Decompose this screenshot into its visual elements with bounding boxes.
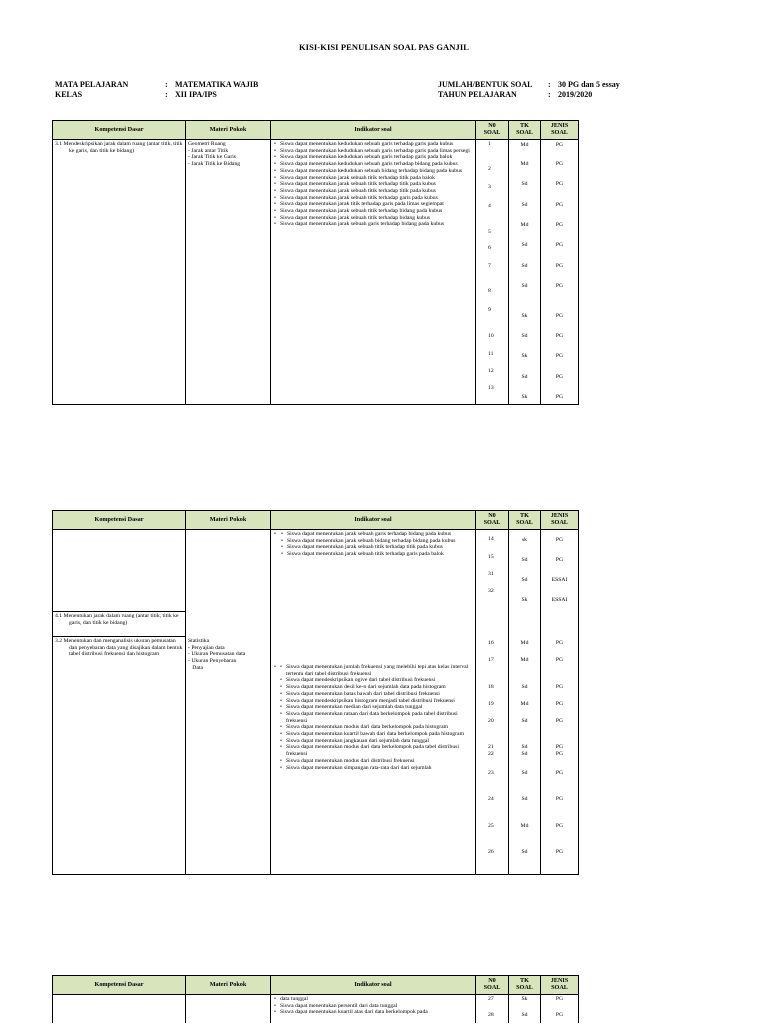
tk-soal: Sd bbox=[521, 202, 528, 208]
kd-cell bbox=[53, 530, 186, 875]
kd-text: 4.1 Menentukan jarak dalam ruang (antar titik, titik ke garis, dan titik ke bidang) bbox=[55, 613, 179, 626]
jumlah-value: 30 PG dan 5 essay bbox=[558, 80, 620, 89]
no-soal: 31 bbox=[488, 571, 494, 577]
indikator-item: • Siswa dapat menentukan modus dari distribusi frekuensi bbox=[279, 758, 473, 765]
no-soal: 19 bbox=[488, 701, 494, 707]
jenis-soal: PG bbox=[555, 142, 564, 148]
indikator-item: • • Siswa dapat menentukan jumlah frekuensi yang melebihi tepi atas kelas interval tertentu dari tabel distribusi frekuensi bbox=[279, 664, 473, 677]
kisi-table-2 bbox=[52, 510, 579, 875]
kelas-label: KELAS bbox=[55, 90, 83, 99]
header-tk-soal bbox=[509, 121, 541, 140]
indikator-block-b bbox=[273, 664, 473, 771]
no-soal: 25 bbox=[488, 823, 494, 829]
jenis-soal: PG bbox=[555, 263, 564, 269]
no-soal: 16 bbox=[488, 640, 494, 646]
header-jenis-soal bbox=[541, 976, 579, 995]
mata-pelajaran-label: MATA PELAJARAN bbox=[55, 80, 129, 89]
materi-line: - Ukuran Pemusatan data bbox=[188, 651, 246, 658]
header-tk-soal bbox=[509, 511, 541, 530]
header-no-line1: N0 bbox=[488, 122, 496, 130]
no-soal: 1 bbox=[488, 141, 491, 147]
indikator-item: • Siswa dapat menentukan modus dari data berkelompok pada tabel distribusi frekuensi bbox=[279, 744, 473, 757]
indikator-item: • Siswa dapat menentukan jarak sebuah titik terhadap titik pada balok bbox=[273, 175, 473, 182]
tk-soal: Sd bbox=[521, 283, 528, 289]
jumlah-label: JUMLAH/BENTUK SOAL bbox=[438, 80, 533, 89]
jenis-soal: PG bbox=[555, 996, 564, 1002]
materi-cell bbox=[186, 530, 271, 875]
jenis-soal: PG bbox=[555, 751, 564, 757]
no-soal: 22 bbox=[488, 751, 494, 757]
separator: : bbox=[548, 90, 551, 99]
header-materi-pokok: Materi Pokok bbox=[186, 976, 271, 995]
tk-soal: sk bbox=[521, 537, 528, 543]
indikator-item: • Siswa dapat menentukan kedudukan sebuah garis terhadap garis pada kubus bbox=[273, 141, 473, 148]
no-soal: 12 bbox=[488, 368, 494, 374]
header-kompetensi-dasar: Kompetensi Dasar bbox=[53, 976, 186, 995]
meta-right bbox=[438, 80, 620, 100]
indikator-item: • Siswa dapat menentukan jarak sebuah titik terhadap titik pada kubus bbox=[273, 181, 473, 188]
header-no-soal bbox=[476, 976, 509, 995]
jenis-soal: PG bbox=[555, 657, 564, 663]
no-soal: 26 bbox=[488, 849, 494, 855]
header-jenis-line2: SOAL bbox=[551, 519, 568, 526]
header-tk-soal bbox=[509, 976, 541, 995]
tahun-row bbox=[438, 90, 620, 100]
no-soal: 32 bbox=[488, 588, 494, 594]
no-soal: 6 bbox=[488, 245, 491, 251]
materi-line: - Jarak antar Titik bbox=[188, 147, 229, 154]
header-indikator-soal: Indikator soal bbox=[271, 121, 476, 140]
mata-pelajaran-value: MATEMATIKA WAJIB bbox=[175, 80, 259, 89]
no-soal: 11 bbox=[488, 351, 494, 357]
no-soal: 20 bbox=[488, 718, 494, 724]
jenis-soal: ESSAI bbox=[551, 597, 568, 603]
jenis-soal: PG bbox=[555, 222, 564, 228]
table-row bbox=[53, 530, 579, 875]
materi-line: - Jarak Titik ke Bidang bbox=[188, 161, 241, 168]
meta-left bbox=[55, 80, 258, 100]
tk-soal: Md bbox=[520, 222, 529, 228]
jenis-soal: PG bbox=[555, 374, 564, 380]
indikator-item: • Siswa dapat menentukan desil ke-n dari sejumlah data pada histogram bbox=[279, 684, 473, 691]
header-no-line1: N0 bbox=[488, 512, 496, 520]
table-header-row bbox=[53, 511, 579, 530]
no-soal: 10 bbox=[488, 333, 494, 339]
no-soal: 18 bbox=[488, 684, 494, 690]
no-soal: 13 bbox=[488, 385, 494, 391]
indikator-item: • Siswa dapat menentukan kedudukan sebuah bidang terhadap bidang pada kubus bbox=[273, 168, 473, 175]
no-soal: 27 bbox=[488, 996, 494, 1002]
header-no-line2: SOAL bbox=[483, 519, 501, 526]
materi-cell bbox=[186, 140, 271, 405]
tk-soal: Md bbox=[520, 161, 529, 167]
jenis-soal: PG bbox=[555, 701, 564, 707]
kelas-row bbox=[55, 90, 258, 100]
tk-soal: Sk bbox=[521, 313, 528, 319]
header-jenis-soal bbox=[541, 511, 579, 530]
table-header-row bbox=[53, 121, 579, 140]
indikator-item: • Siswa dapat menentukan median dari sejumlah data tunggal bbox=[279, 704, 473, 711]
indikator-item: • Siswa dapat menentukan kedudukan sebuah garis terhadap garis pada balok bbox=[273, 154, 473, 161]
indikator-item: • Siswa dapat menentukan jarak sebuah titik terhadap garis pada balok bbox=[280, 551, 473, 558]
tk-soal: Sk bbox=[521, 597, 528, 603]
no-soal: 23 bbox=[488, 770, 494, 776]
tk-soal: Sd bbox=[521, 263, 528, 269]
indikator-item: • Siswa dapat menentukan jarak sebuah titik terhadap titik pada kubus bbox=[273, 188, 473, 195]
materi-line: Data bbox=[188, 664, 204, 671]
tk-soal: Sk bbox=[521, 353, 528, 359]
kelas-value: XII IPA/IPS bbox=[175, 90, 217, 99]
header-tk-line1: TK bbox=[520, 977, 529, 985]
materi-line: Statistika bbox=[188, 638, 210, 644]
indikator-cell bbox=[271, 140, 476, 405]
jenis-soal: PG bbox=[555, 161, 564, 167]
header-tk-line2: SOAL bbox=[516, 129, 533, 136]
tk-soal: Sd bbox=[521, 181, 528, 187]
tk-soal: Sd bbox=[521, 849, 528, 855]
indikator-item: • Siswa dapat menentukan jarak titik terhadap garis pada limas segiempat bbox=[273, 201, 473, 208]
jenis-soal: PG bbox=[555, 242, 564, 248]
no-soal: 15 bbox=[488, 554, 494, 560]
indikator-item: • Siswa dapat menentukan jarak sebuah titik terhadap garis pada kubus bbox=[273, 195, 473, 202]
indikator-item: • Siswa dapat menentukan jarak sebuah titik terhadap titik pada kubus bbox=[280, 544, 473, 551]
tk-soal: Sd bbox=[521, 1012, 528, 1018]
tk-soal: Md bbox=[520, 701, 529, 707]
header-tk-line2: SOAL bbox=[516, 519, 533, 526]
jenis-soal: PG bbox=[555, 557, 564, 563]
header-jenis-line1: JENIS bbox=[550, 512, 569, 520]
tahun-label: TAHUN PELAJARAN bbox=[438, 90, 517, 99]
table-row bbox=[53, 140, 579, 405]
header-no-line1: N0 bbox=[488, 977, 496, 985]
no-soal: 5 bbox=[488, 229, 491, 235]
kd-41-block bbox=[53, 611, 185, 627]
tk-soal: Sd bbox=[521, 557, 528, 563]
no-soal: 9 bbox=[488, 307, 491, 313]
jenis-soal: PG bbox=[555, 744, 564, 750]
tk-soal-cell bbox=[509, 140, 541, 405]
kd-cell bbox=[53, 140, 186, 405]
jenis-soal-cell bbox=[541, 530, 579, 875]
jenis-soal: PG bbox=[555, 202, 564, 208]
no-soal: 24 bbox=[488, 796, 494, 802]
indikator-item: • Siswa dapat menentukan jarak sebuah titik terhadap bidang kubus bbox=[273, 215, 473, 222]
indikator-item: • Siswa dapat mendeskripsikan histogram menjadi tabel distribusi frekuensi bbox=[279, 698, 473, 705]
tk-soal: Sd bbox=[521, 718, 528, 724]
tk-soal: Sd bbox=[521, 374, 528, 380]
jenis-soal: PG bbox=[555, 796, 564, 802]
jenis-soal-cell bbox=[541, 140, 579, 405]
indikator-item: • Siswa dapat menentukan rataan dari data berkelompok pada tabel distribusi frekuensi bbox=[279, 711, 473, 724]
header-jenis-line1: JENIS bbox=[550, 122, 569, 130]
tk-soal: Sd bbox=[521, 577, 528, 583]
tk-soal: Sk bbox=[521, 394, 528, 400]
no-soal: 2 bbox=[488, 166, 491, 172]
indikator-item: • Siswa dapat menentukan kuartil atas dari data berkelompok pada bbox=[273, 1009, 473, 1016]
jenis-soal: PG bbox=[555, 313, 564, 319]
jenis-soal-cell bbox=[541, 995, 579, 1024]
no-soal: 17 bbox=[488, 657, 494, 663]
tk-soal: Sd bbox=[521, 770, 528, 776]
header-no-line2: SOAL bbox=[483, 984, 501, 991]
jenis-soal: PG bbox=[555, 770, 564, 776]
jenis-soal: PG bbox=[555, 537, 564, 543]
no-soal-cell bbox=[476, 140, 509, 405]
indikator-item: • Siswa dapat menentukan simpangan rata-rata dari dari sejumlah bbox=[279, 765, 473, 772]
indikator-item: • Siswa dapat menentukan jarak sebuah garis terhadap bidang pada kubus bbox=[273, 221, 473, 228]
indikator-item: • Siswa dapat menentukan jangkauan dari sejumlah data tunggal bbox=[279, 738, 473, 745]
tk-soal: Sd bbox=[521, 796, 528, 802]
kd-text: 3.2 Menentukan dan menganalisis ukuran pemusatan dan penyebaran data yang disajikan dalam bentuk tabel distribusi frekuensi dan histogram bbox=[55, 638, 183, 658]
header-indikator-soal: Indikator soal bbox=[271, 976, 476, 995]
tk-soal: Md bbox=[520, 142, 529, 148]
tk-soal: Md bbox=[520, 657, 529, 663]
document-title: KISI-KISI PENULISAN SOAL PAS GANJIL bbox=[298, 42, 470, 52]
no-soal: 4 bbox=[488, 203, 491, 209]
no-soal: 28 bbox=[488, 1012, 494, 1018]
tk-soal-cell bbox=[509, 530, 541, 875]
kisi-table-1 bbox=[52, 120, 579, 405]
jenis-soal: PG bbox=[555, 823, 564, 829]
materi-block bbox=[188, 638, 268, 672]
header-jenis-soal bbox=[541, 121, 579, 140]
jenis-soal: PG bbox=[555, 181, 564, 187]
kd-text: 3.1 Mendeskripsikan jarak dalam ruang (antar titik, titik ke garis, dan titik ke bidang) bbox=[55, 141, 183, 154]
separator: : bbox=[548, 80, 551, 89]
indikator-block-a bbox=[273, 531, 473, 558]
kisi-table-3 bbox=[52, 975, 579, 1023]
materi-line: - Jarak Titik ke Garis bbox=[188, 154, 237, 161]
indikator-continuation: • data tunggal bbox=[273, 996, 473, 1003]
tk-soal: Sd bbox=[521, 744, 528, 750]
indikator-item: • Siswa dapat mendeskripsikan ogive dari tabel distribusi frekuensi bbox=[279, 677, 473, 684]
no-soal: 21 bbox=[488, 744, 494, 750]
jenis-soal: PG bbox=[555, 849, 564, 855]
table-header-row bbox=[53, 976, 579, 995]
materi-line: - Penyajian data bbox=[188, 644, 225, 651]
jenis-soal: PG bbox=[555, 394, 564, 400]
indikator-item: • Siswa dapat menentukan batas bawah dari tabel distribusi frekuensi bbox=[279, 691, 473, 698]
indikator-cell bbox=[271, 530, 476, 875]
header-kompetensi-dasar: Kompetensi Dasar bbox=[53, 121, 186, 140]
jenis-soal: PG bbox=[555, 283, 564, 289]
no-soal: 7 bbox=[488, 263, 491, 269]
header-jenis-line2: SOAL bbox=[551, 129, 568, 136]
materi-cell bbox=[186, 995, 271, 1024]
jumlah-row bbox=[438, 80, 620, 90]
separator: : bbox=[165, 80, 168, 89]
jenis-soal: PG bbox=[555, 1012, 564, 1018]
indikator-item: • • Siswa dapat menentukan jarak sebuah garis terhadap bidang pada kubus bbox=[280, 531, 473, 538]
header-no-soal bbox=[476, 511, 509, 530]
no-soal-cell bbox=[476, 995, 509, 1024]
no-soal: 8 bbox=[488, 288, 491, 294]
indikator-item: • Siswa dapat menentukan kedudukan sebuah garis terhadap garis pada limas persegi bbox=[273, 148, 473, 155]
header-jenis-line1: JENIS bbox=[550, 977, 569, 985]
indikator-item: • Siswa dapat menentukan jarak sebuah bidang terhadap bidang pada kubus bbox=[280, 538, 473, 545]
indikator-cell bbox=[271, 995, 476, 1024]
header-materi-pokok: Materi Pokok bbox=[186, 511, 271, 530]
mata-pelajaran-row bbox=[55, 80, 258, 90]
indikator-item: • Siswa dapat menentukan kedudukan sebuah garis terhadap bidang pada kubus bbox=[273, 161, 473, 168]
header-materi-pokok: Materi Pokok bbox=[186, 121, 271, 140]
jenis-soal: PG bbox=[555, 333, 564, 339]
tk-soal: Md bbox=[520, 823, 529, 829]
no-soal: 14 bbox=[488, 536, 494, 542]
tk-soal: Sk bbox=[521, 996, 528, 1002]
no-soal: 3 bbox=[488, 184, 491, 190]
kd-cell bbox=[53, 995, 186, 1024]
indikator-item: • Siswa dapat menentukan jarak sebuah titik terhadap bidang pada kubus bbox=[273, 208, 473, 215]
materi-line: - Ukuran Penyebaran bbox=[188, 658, 237, 665]
materi-line: Geometri Ruang bbox=[188, 141, 226, 147]
indikator-item: • Siswa dapat menentukan kuartil bawah dari data berkelompok pada histogram bbox=[279, 731, 473, 738]
header-tk-line1: TK bbox=[520, 122, 529, 130]
kd-32-block bbox=[53, 636, 185, 659]
indikator-item: • Siswa dapat menentukan persentil dari data tunggal bbox=[273, 1003, 473, 1010]
no-soal-cell bbox=[476, 530, 509, 875]
header-no-line2: SOAL bbox=[483, 129, 501, 136]
table-row bbox=[53, 995, 579, 1024]
jenis-soal: PG bbox=[555, 684, 564, 690]
header-tk-line2: SOAL bbox=[516, 984, 533, 991]
tahun-value: 2019/2020 bbox=[558, 90, 593, 99]
tk-soal: Md bbox=[520, 640, 529, 646]
tk-soal: Sd bbox=[521, 242, 528, 248]
jenis-soal: PG bbox=[555, 640, 564, 646]
separator: : bbox=[165, 90, 168, 99]
tk-soal: Sd bbox=[521, 684, 528, 690]
header-no-soal bbox=[476, 121, 509, 140]
tk-soal: Sd bbox=[521, 751, 528, 757]
jenis-soal: PG bbox=[555, 353, 564, 359]
header-tk-line1: TK bbox=[520, 512, 529, 520]
header-indikator-soal: Indikator soal bbox=[271, 511, 476, 530]
tk-soal-cell bbox=[509, 995, 541, 1024]
header-kompetensi-dasar: Kompetensi Dasar bbox=[53, 511, 186, 530]
tk-soal: Sd bbox=[521, 333, 528, 339]
jenis-soal: PG bbox=[555, 718, 564, 724]
header-jenis-line2: SOAL bbox=[551, 984, 568, 991]
jenis-soal: ESSAI bbox=[551, 577, 568, 583]
indikator-item: • Siswa dapat menentukan modus dari data berkelompok pada histogram bbox=[279, 724, 473, 731]
